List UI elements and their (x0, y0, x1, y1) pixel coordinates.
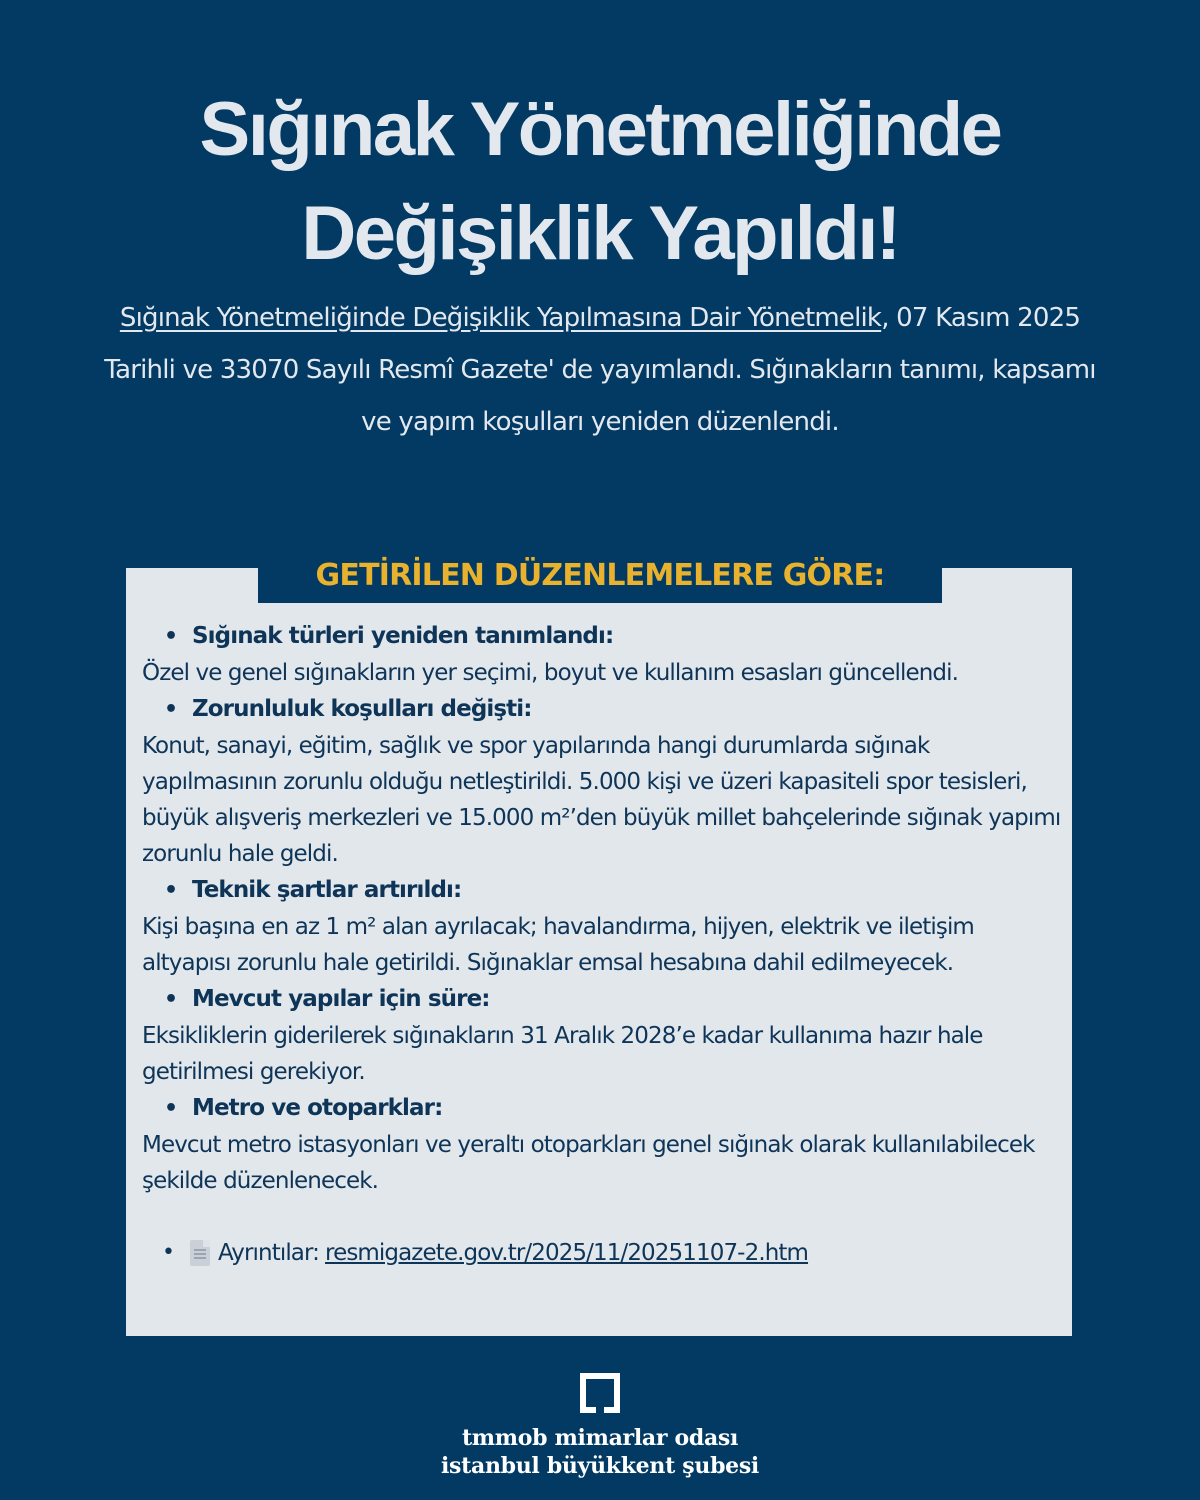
section-heading-tab (258, 548, 942, 603)
organization-name (0, 1424, 1200, 1480)
regulations-list (142, 618, 1062, 1271)
intro-text: , 07 Kasım 2025 Tarihli ve 33070 Sayılı Resmî Gazete' de yayımlandı. Sığınakların tanımı, kapsamı ve yapım koşulları yeniden düzenlendi. (104, 303, 1096, 437)
item-title: Sığınak türleri yeniden tanımlandı: (192, 623, 614, 649)
org-line-2: istanbul büyükkent şubesi (440, 1453, 759, 1479)
item-title: Teknik şartlar artırıldı: (192, 877, 462, 903)
bullet-icon: • (164, 697, 178, 722)
details-label: Ayrıntılar: (218, 1240, 320, 1266)
item-title: Mevcut yapılar için süre: (192, 986, 490, 1012)
bullet-icon: • (164, 1096, 178, 1121)
item-body: Eksikliklerin giderilerek sığınakların 31 Aralık 2028’e kadar kullanıma hazır hale getirilmesi gerekiyor. (142, 1023, 983, 1085)
item-body: Konut, sanayi, eğitim, sağlık ve spor yapılarında hangi durumlarda sığınak yapılmasının zorunlu olduğu netleştirildi. 5.000 kişi ve üzeri kapasiteli spor tesisleri, büyük alışveriş merkezleri ve 15.000 m²’den büyük millet bahçelerinde sığınak yapımı zorunlu hale geldi. (142, 733, 1061, 867)
list-item (142, 1090, 1062, 1199)
org-line-1: tmmob mimarlar odası (461, 1425, 739, 1451)
list-item (142, 618, 1062, 691)
list-item (142, 872, 1062, 981)
item-title: Metro ve otoparklar: (192, 1095, 443, 1121)
intro-paragraph (100, 292, 1100, 448)
details-row (142, 1235, 1062, 1271)
item-title: Zorunluluk koşulları değişti: (192, 696, 532, 722)
bullet-icon: • (164, 987, 178, 1012)
bullet-icon: • (162, 1240, 175, 1265)
regulation-link[interactable]: Sığınak Yönetmeliğinde Değişiklik Yapılmasına Dair Yönetmelik (119, 303, 882, 333)
list-item (142, 981, 1062, 1090)
item-body: Mevcut metro istasyonları ve yeraltı otoparkları genel sığınak olarak kullanılabilecek şekilde düzenlenecek. (142, 1132, 1035, 1194)
title-line-1: Sığınak Yönetmeliğinde (199, 87, 1001, 172)
spacer (142, 1199, 1062, 1235)
bullet-icon: • (164, 624, 178, 649)
item-body: Kişi başına en az 1 m² alan ayrılacak; havalandırma, hijyen, elektrik ve iletişim altyapısı zorunlu hale getirildi. Sığınaklar emsal hesabına dahil edilmeyecek. (142, 914, 974, 976)
details-link[interactable]: resmigazete.gov.tr/2025/11/20251107-2.htm (325, 1240, 809, 1266)
title-line-2: Değişiklik Yapıldı! (301, 191, 899, 276)
section-heading: GETİRİLEN DÜZENLEMELERE GÖRE: (315, 558, 885, 593)
tmmob-logo-icon (577, 1370, 623, 1416)
page-title (0, 78, 1200, 286)
item-body: Özel ve genel sığınakların yer seçimi, boyut ve kullanım esasları güncellendi. (142, 660, 958, 686)
bullet-icon: • (164, 878, 178, 903)
document-icon (190, 1240, 210, 1266)
list-item (142, 691, 1062, 872)
